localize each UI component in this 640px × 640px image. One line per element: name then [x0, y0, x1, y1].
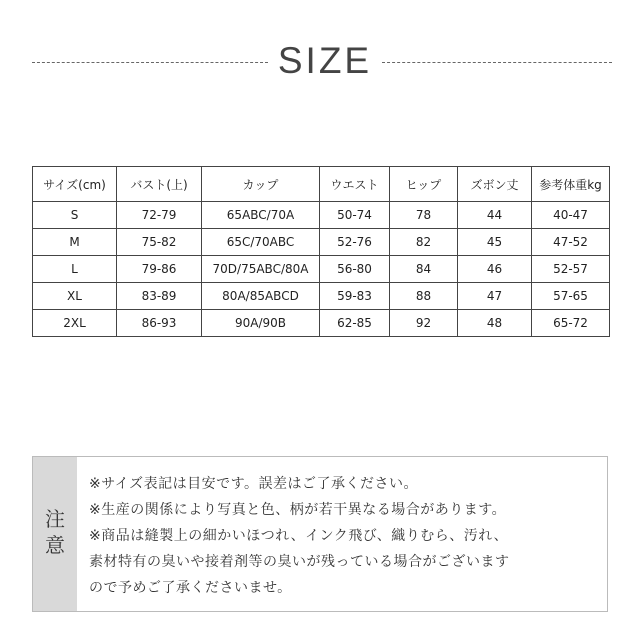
- notice-box: [32, 456, 608, 612]
- table-cell: 52-76: [320, 229, 390, 256]
- column-header: ウエスト: [320, 167, 390, 202]
- table-cell: 59-83: [320, 283, 390, 310]
- column-header: バスト(上): [117, 167, 202, 202]
- table-row: [33, 202, 610, 229]
- notice-line: ※サイズ表記は目安です。誤差はご了承ください。: [89, 476, 418, 492]
- notice-label-char: 意: [45, 533, 65, 557]
- table-cell: 50-74: [320, 202, 390, 229]
- column-header: ヒップ: [390, 167, 458, 202]
- table-row: [33, 310, 610, 337]
- table-cell: 83-89: [117, 283, 202, 310]
- table-cell: 86-93: [117, 310, 202, 337]
- table-cell: 72-79: [117, 202, 202, 229]
- table-cell: 65-72: [532, 310, 610, 337]
- table-cell: 65ABC/70A: [202, 202, 320, 229]
- table-cell: 82: [390, 229, 458, 256]
- table-cell: 52-57: [532, 256, 610, 283]
- table-cell: 57-65: [532, 283, 610, 310]
- title-divider-left: [32, 62, 268, 63]
- title-divider-right: [382, 62, 612, 63]
- table-cell: M: [33, 229, 117, 256]
- table-cell: 65C/70ABC: [202, 229, 320, 256]
- page-title: SIZE: [277, 40, 373, 81]
- table-cell: 78: [390, 202, 458, 229]
- column-header: ズボン丈: [458, 167, 532, 202]
- table-cell: 70D/75ABC/80A: [202, 256, 320, 283]
- table-cell: 84: [390, 256, 458, 283]
- table-cell: 45: [458, 229, 532, 256]
- table-cell: 75-82: [117, 229, 202, 256]
- size-table: [32, 166, 610, 337]
- notice-line: ※商品は縫製上の細かいほつれ、インク飛び、織りむら、汚れ、: [89, 528, 509, 544]
- table-cell: 79-86: [117, 256, 202, 283]
- table-cell: XL: [33, 283, 117, 310]
- notice-label: [33, 457, 77, 611]
- table-cell: 80A/85ABCD: [202, 283, 320, 310]
- column-header: 参考体重kg: [532, 167, 610, 202]
- notice-label-char: 注: [45, 507, 65, 531]
- table-cell: 92: [390, 310, 458, 337]
- table-header-row: [33, 167, 610, 202]
- table-cell: 44: [458, 202, 532, 229]
- notice-text: [89, 471, 601, 601]
- notice-line: ※生産の関係により写真と色、柄が若干異なる場合があります。: [89, 502, 507, 518]
- table-cell: L: [33, 256, 117, 283]
- table-cell: 47: [458, 283, 532, 310]
- table-cell: 40-47: [532, 202, 610, 229]
- table-cell: 90A/90B: [202, 310, 320, 337]
- table-cell: 46: [458, 256, 532, 283]
- table-row: [33, 256, 610, 283]
- notice-line: 素材特有の臭いや接着剤等の臭いが残っている場合がございます: [89, 554, 510, 570]
- table-cell: 56-80: [320, 256, 390, 283]
- table-cell: 47-52: [532, 229, 610, 256]
- notice-line: ので予めご了承くださいませ。: [89, 580, 292, 596]
- table-row: [33, 229, 610, 256]
- table-cell: 2XL: [33, 310, 117, 337]
- table-cell: S: [33, 202, 117, 229]
- table-row: [33, 283, 610, 310]
- column-header: カップ: [202, 167, 320, 202]
- column-header: サイズ(cm): [33, 167, 117, 202]
- table-cell: 88: [390, 283, 458, 310]
- table-cell: 62-85: [320, 310, 390, 337]
- table-cell: 48: [458, 310, 532, 337]
